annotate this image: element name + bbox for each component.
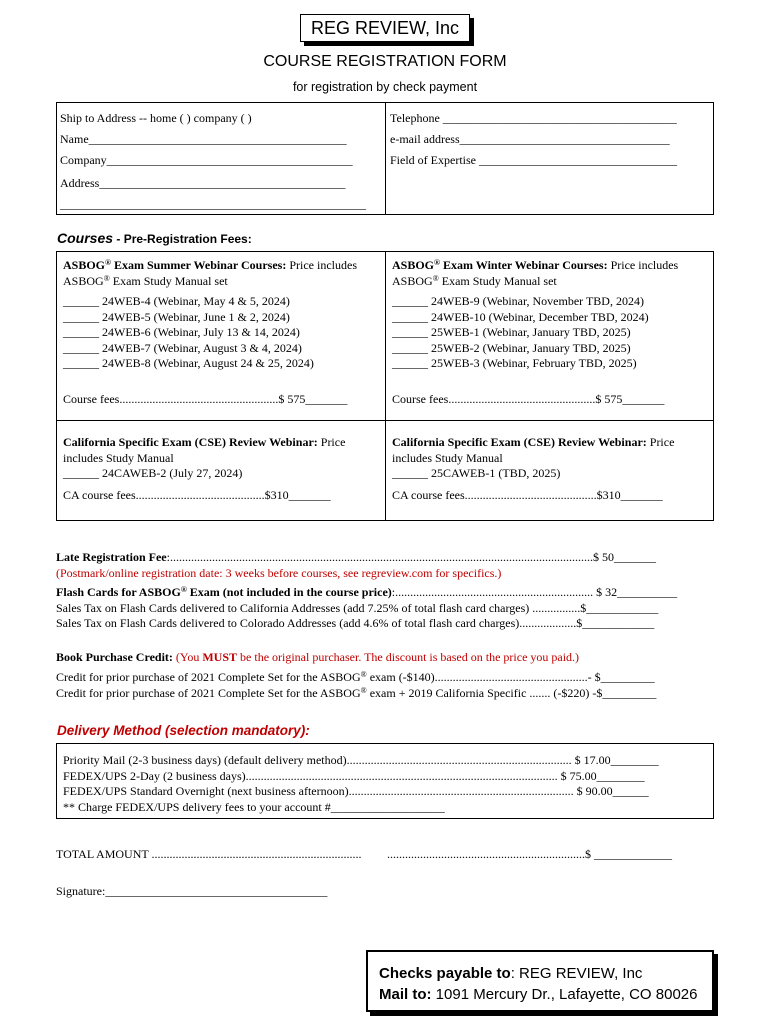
course-option[interactable]: ______ 25CAWEB-1 (TBD, 2025) <box>392 466 561 480</box>
checks-payable-line: Checks payable to: REG REVIEW, Inc <box>379 965 643 982</box>
form-subtitle: for registration by check payment <box>292 80 478 94</box>
courses-heading-title: Courses <box>57 230 114 246</box>
flash-cards-line[interactable]: Flash Cards for ASBOG® Exam (not included in the course price):.................................................................. $ 32__________ <box>56 585 678 599</box>
ca-course-left: California Specific Exam (CSE) Review Webinar: Price includes Study Manual ______ 24CAWEB-2 (July 27, 2024) <box>63 435 346 480</box>
credit-line-1[interactable]: Credit for prior purchase of 2021 Complete Set for the ASBOG® exam (-$140)...................................................- $_________ <box>56 670 655 684</box>
delivery-option-2day[interactable]: FEDEX/UPS 2-Day (2 business days)........................................................................................................ $ 75.00________ <box>63 768 645 783</box>
company-name-box <box>300 14 470 42</box>
course-option[interactable]: ______ 24CAWEB-2 (July 27, 2024) <box>63 466 243 480</box>
delivery-option-priority[interactable]: Priority Mail (2-3 business days) (default delivery method)........................................................................... $ 17.00________ <box>63 753 659 767</box>
courses-divider <box>385 251 386 521</box>
mail-to-line: Mail to: 1091 Mercury Dr., Lafayette, CO 80026 <box>379 986 698 1003</box>
ca-course-right: California Specific Exam (CSE) Review Webinar: Price includes Study Manual ______ 25CAWEB-1 (TBD, 2025) <box>392 435 675 480</box>
book-credit-heading: Book Purchase Credit: (You MUST be the original purchaser. The discount is based on the price you paid.) <box>56 650 580 664</box>
expertise-field[interactable]: Field of Expertise _________________________________ <box>390 153 677 167</box>
delivery-heading: Delivery Method (selection mandatory): <box>57 723 310 738</box>
telephone-field[interactable]: Telephone _______________________________________ <box>390 111 677 125</box>
flash-cards-section <box>56 585 677 632</box>
course-option[interactable]: ______ 24WEB-6 (Webinar, July 13 & 14, 2024) <box>63 325 300 339</box>
course-option[interactable]: ______ 24WEB-5 (Webinar, June 1 & 2, 2024) <box>63 309 290 324</box>
ca-course-fee-right[interactable]: CA course fees............................................$310_______ <box>392 488 663 502</box>
ship-to-field[interactable]: Ship to Address -- home ( ) company ( ) <box>60 111 252 125</box>
courses-row-divider <box>56 420 714 421</box>
signature-field[interactable]: Signature:_____________________________________ <box>56 884 328 898</box>
delivery-account-field[interactable]: ** Charge FEDEX/UPS delivery fees to your account #___________________ <box>63 799 445 814</box>
co-tax-line[interactable]: Sales Tax on Flash Cards delivered to Colorado Addresses (add 4.6% of total flash card charges)...................$____________ <box>56 616 655 630</box>
summer-course-list <box>63 294 314 372</box>
credit-line-2[interactable]: Credit for prior purchase of 2021 Complete Set for the ASBOG® exam + 2019 California Specific ....... (-$220) -$_________ <box>56 685 657 700</box>
winter-course-header: ASBOG® Exam Winter Webinar Courses: Price includes ASBOG® Exam Study Manual set <box>392 258 679 288</box>
total-amount-label: TOTAL AMOUNT ...................................................................... <box>56 847 362 861</box>
course-option[interactable]: ______ 25WEB-2 (Webinar, January TBD, 2025) <box>392 340 631 355</box>
form-title: COURSE REGISTRATION FORM <box>263 53 507 70</box>
book-credit-lines <box>56 670 656 701</box>
course-option[interactable]: ______ 24WEB-10 (Webinar, December TBD, 2024) <box>392 309 649 324</box>
ca-tax-line[interactable]: Sales Tax on Flash Cards delivered to California Addresses (add 7.25% of total flash card charges) ................$____________ <box>56 600 659 615</box>
company-name: REG REVIEW, Inc <box>310 18 460 38</box>
summer-course-fee[interactable]: Course fees.....................................................$ 575_______ <box>63 392 348 406</box>
courses-heading <box>57 230 252 246</box>
address-field[interactable]: Address_________________________________________ <box>60 176 346 190</box>
summer-course-header: ASBOG® Exam Summer Webinar Courses: Price includes ASBOG® Exam Study Manual set <box>63 258 357 288</box>
total-amount-field[interactable]: ..................................................................$ _____________ <box>387 847 672 861</box>
late-registration-note: (Postmark/online registration date: 3 weeks before courses, see regreview.com for specifics.) <box>56 566 502 580</box>
address-line2-field[interactable]: ___________________________________________________ <box>60 197 366 211</box>
payment-info-box <box>366 950 714 1012</box>
course-option[interactable]: ______ 24WEB-7 (Webinar, August 3 & 4, 2024) <box>63 340 302 355</box>
contact-divider <box>385 102 386 215</box>
email-field[interactable]: e-mail address___________________________________ <box>390 132 670 146</box>
company-field[interactable]: Company_________________________________________ <box>60 153 353 167</box>
delivery-option-overnight[interactable]: FEDEX/UPS Standard Overnight (next business afternoon)........................................................................... $ 90.00______ <box>63 784 649 798</box>
course-option[interactable]: ______ 24WEB-9 (Webinar, November TBD, 2024) <box>392 294 644 308</box>
course-option[interactable]: ______ 25WEB-1 (Webinar, January TBD, 2025) <box>392 325 631 339</box>
course-option[interactable]: ______ 24WEB-8 (Webinar, August 24 & 25, 2024) <box>63 356 314 370</box>
winter-course-fee[interactable]: Course fees.................................................$ 575_______ <box>392 392 665 406</box>
name-field[interactable]: Name___________________________________________ <box>60 132 347 146</box>
ca-course-fee-left[interactable]: CA course fees...........................................$310_______ <box>63 488 331 502</box>
course-option[interactable]: ______ 24WEB-4 (Webinar, May 4 & 5, 2024) <box>63 294 290 308</box>
course-option[interactable]: ______ 25WEB-3 (Webinar, February TBD, 2025) <box>392 356 637 370</box>
courses-heading-subtitle: - Pre-Registration Fees: <box>113 232 252 246</box>
delivery-options <box>63 753 659 815</box>
winter-course-list <box>392 294 649 372</box>
late-registration-fee[interactable]: Late Registration Fee:.............................................................................................................................................$ 50_______ <box>56 550 656 564</box>
